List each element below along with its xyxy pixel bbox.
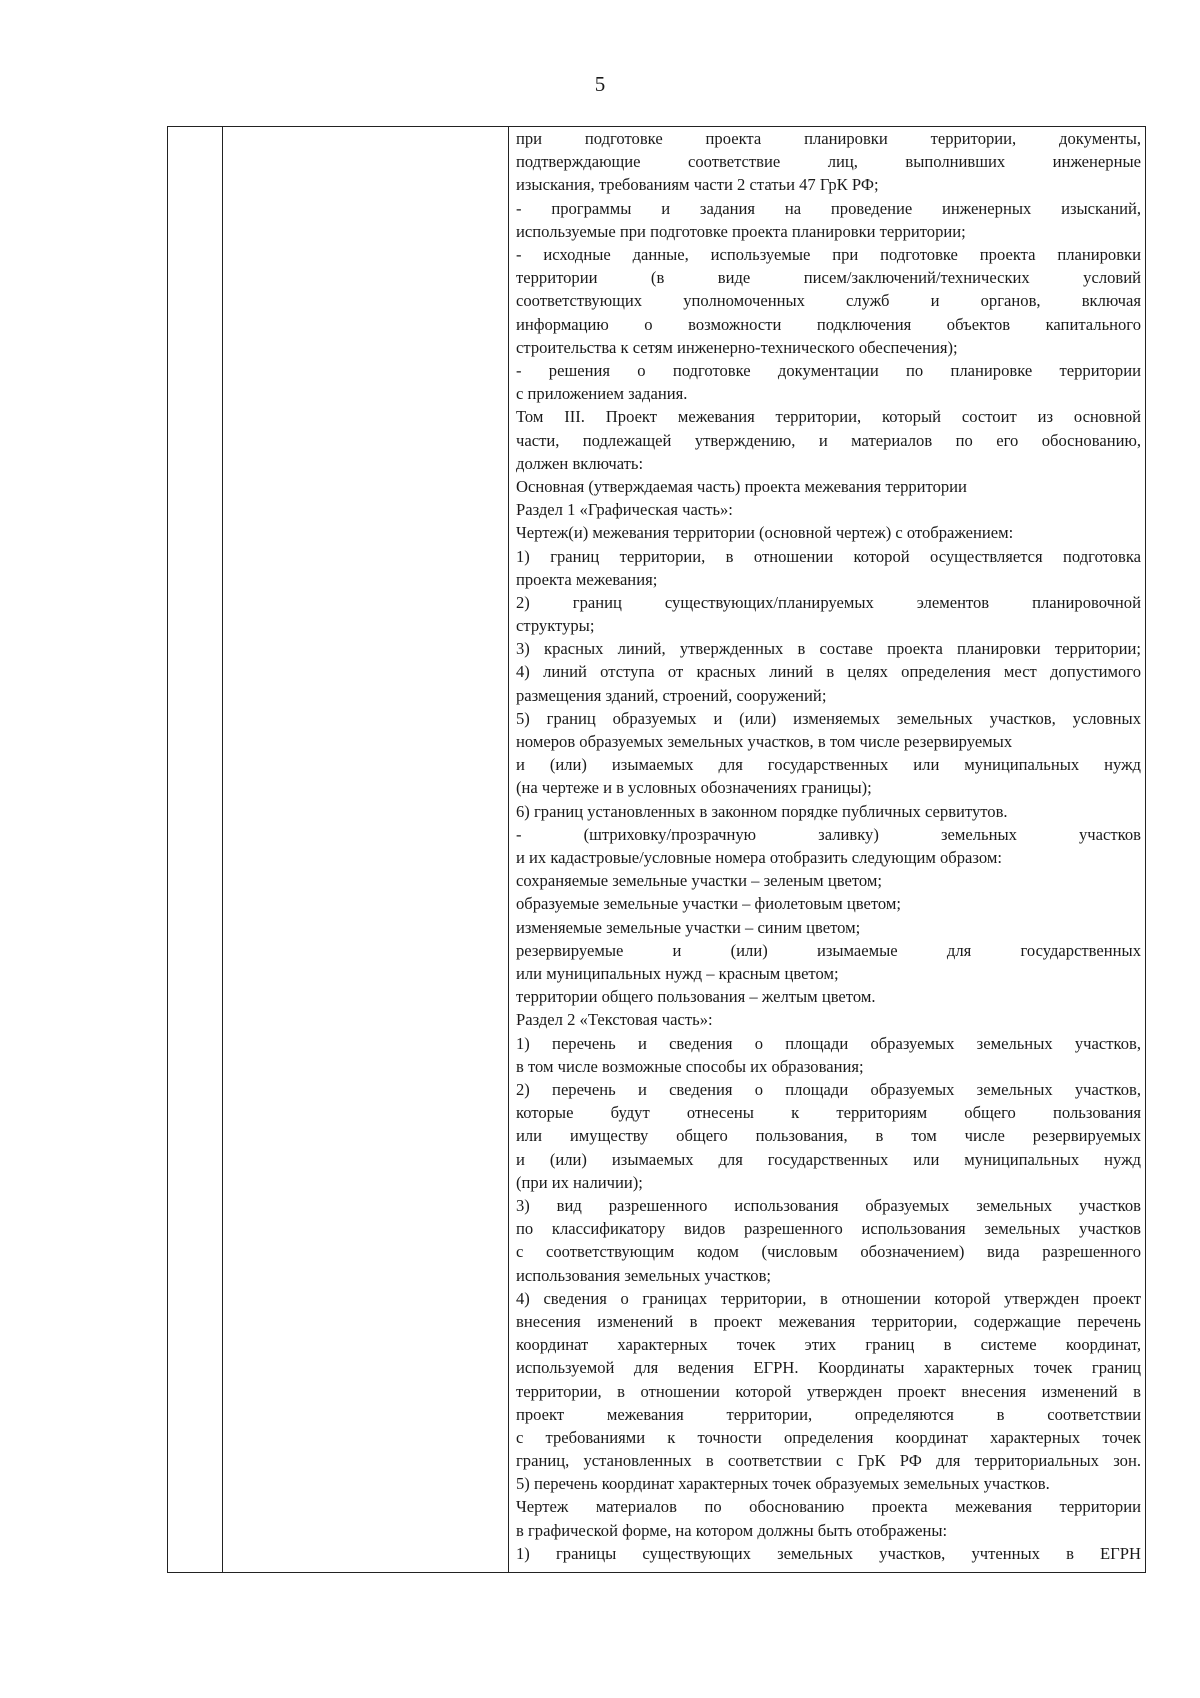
content-line: соответствующих уполномоченных служб и органов, включая [516,291,1141,311]
content-line: 1) границы существующих земельных участков, учтенных в ЕГРН [516,1543,1141,1563]
content-line: 5) перечень координат характерных точек образуемых земельных участков. [516,1474,1050,1494]
content-line: с требованиями к точности определения координат характерных точек [516,1427,1141,1447]
content-line: части, подлежащей утверждению, и материалов по его обоснованию, [516,430,1141,450]
content-line: внесения изменений в проект межевания территории, содержащие перечень [516,1311,1141,1331]
content-line: изменяемые земельные участки – синим цветом; [516,917,861,937]
content-line: подтверждающие соответствие лиц, выполнивших инженерные [516,152,1141,172]
content-line: координат характерных точек этих границ в системе координат, [516,1335,1141,1355]
content-line: 1) границ территории, в отношении которой осуществляется подготовка [516,546,1141,566]
content-line: используемые при подготовке проекта планировки территории; [516,221,966,241]
content-line: - программы и задания на проведение инженерных изысканий, [516,198,1141,218]
content-line: 6) границ установленных в законном порядке публичных сервитутов. [516,801,1008,821]
content-line: 5) границ образуемых и (или) изменяемых земельных участков, условных [516,708,1141,728]
content-line: и (или) изымаемых для государственных или муниципальных нужд [516,1149,1141,1169]
content-line: 3) вид разрешенного использования образуемых земельных участков [516,1195,1141,1215]
table-column-divider-2 [508,127,509,1572]
content-line: должен включать: [516,453,644,473]
content-line: Раздел 1 «Графическая часть»: [516,500,733,520]
content-line: в графической форме, на котором должны быть отображены: [516,1520,948,1540]
content-line: 4) сведения о границах территории, в отношении которой утвержден проект [516,1288,1141,1308]
content-line: границ, установленных в соответствии с ГрК РФ для территориальных зон. [516,1451,1141,1471]
content-line: по классификатору видов разрешенного использования земельных участков [516,1219,1141,1239]
content-line: использования земельных участков; [516,1265,772,1285]
content-line: с приложением задания. [516,384,688,404]
content-line: или имуществу общего пользования, в том числе резервируемых [516,1126,1141,1146]
content-line: номеров образуемых земельных участков, в том числе резервируемых [516,732,1013,752]
content-line: 2) границ существующих/планируемых элементов планировочной [516,592,1141,612]
content-line: в том числе возможные способы их образования; [516,1056,864,1076]
content-line: изыскания, требованиям части 2 статьи 47 ГрК РФ; [516,175,879,195]
content-line: территории общего пользования – желтым цветом. [516,987,876,1007]
content-line: и (или) изымаемых для государственных или муниципальных нужд [516,755,1141,775]
content-line: проекта межевания; [516,569,658,589]
content-line: Чертеж материалов по обоснованию проекта межевания территории [516,1497,1141,1517]
content-line: 1) перечень и сведения о площади образуемых земельных участков, [516,1033,1141,1053]
content-line: территории (в виде писем/заключений/технических условий [516,268,1141,288]
content-line: при подготовке проекта планировки территории, документы, [516,129,1141,148]
content-line: - решения о подготовке документации по планировке территории [516,360,1141,380]
content-line: используемой для ведения ЕГРН. Координаты характерных точек границ [516,1358,1141,1378]
content-line: 3) красных линий, утвержденных в составе проекта планировки территории; [516,639,1141,659]
content-line: - (штриховку/прозрачную заливку) земельных участков [516,824,1141,844]
content-line: с соответствующим кодом (числовым обозначением) вида разрешенного [516,1242,1141,1262]
content-line: образуемые земельные участки – фиолетовым цветом; [516,894,901,914]
content-line: Раздел 2 «Текстовая часть»: [516,1010,713,1030]
content-line: и их кадастровые/условные номера отобразить следующим образом: [516,848,1002,868]
content-line: информацию о возможности подключения объектов капитального [516,314,1141,334]
content-line: Чертеж(и) межевания территории (основной чертеж) с отображением: [516,523,1014,543]
content-line: размещения зданий, строений, сооружений; [516,685,827,705]
content-line: строительства к сетям инженерно-технического обеспечения); [516,337,958,357]
content-line: (при их наличии); [516,1172,643,1192]
page-number: 5 [594,72,606,96]
content-line: структуры; [516,616,595,636]
table-content-cell [516,127,1141,1572]
document-table [167,126,1146,1573]
content-line: - исходные данные, используемые при подготовке проекта планировки [516,244,1141,264]
content-line: или муниципальных нужд – красным цветом; [516,964,839,984]
content-line: которые будут отнесены к территориям общего пользования [516,1103,1141,1123]
content-line: 2) перечень и сведения о площади образуемых земельных участков, [516,1080,1141,1100]
content-line: Основная (утверждаемая часть) проекта межевания территории [516,476,967,496]
content-line: территории, в отношении которой утвержден проект внесения изменений в [516,1381,1141,1401]
content-line: резервируемые и (или) изымаемые для государственных [516,940,1141,960]
content-line: 4) линий отступа от красных линий в целях определения мест допустимого [516,662,1141,682]
content-line: проект межевания территории, определяются в соответствии [516,1404,1141,1424]
content-line: (на чертеже и в условных обозначениях границы); [516,778,872,798]
content-line: сохраняемые земельные участки – зеленым цветом; [516,871,882,891]
content-line: Том III. Проект межевания территории, который состоит из основной [516,407,1141,427]
table-column-divider-1 [222,127,223,1572]
